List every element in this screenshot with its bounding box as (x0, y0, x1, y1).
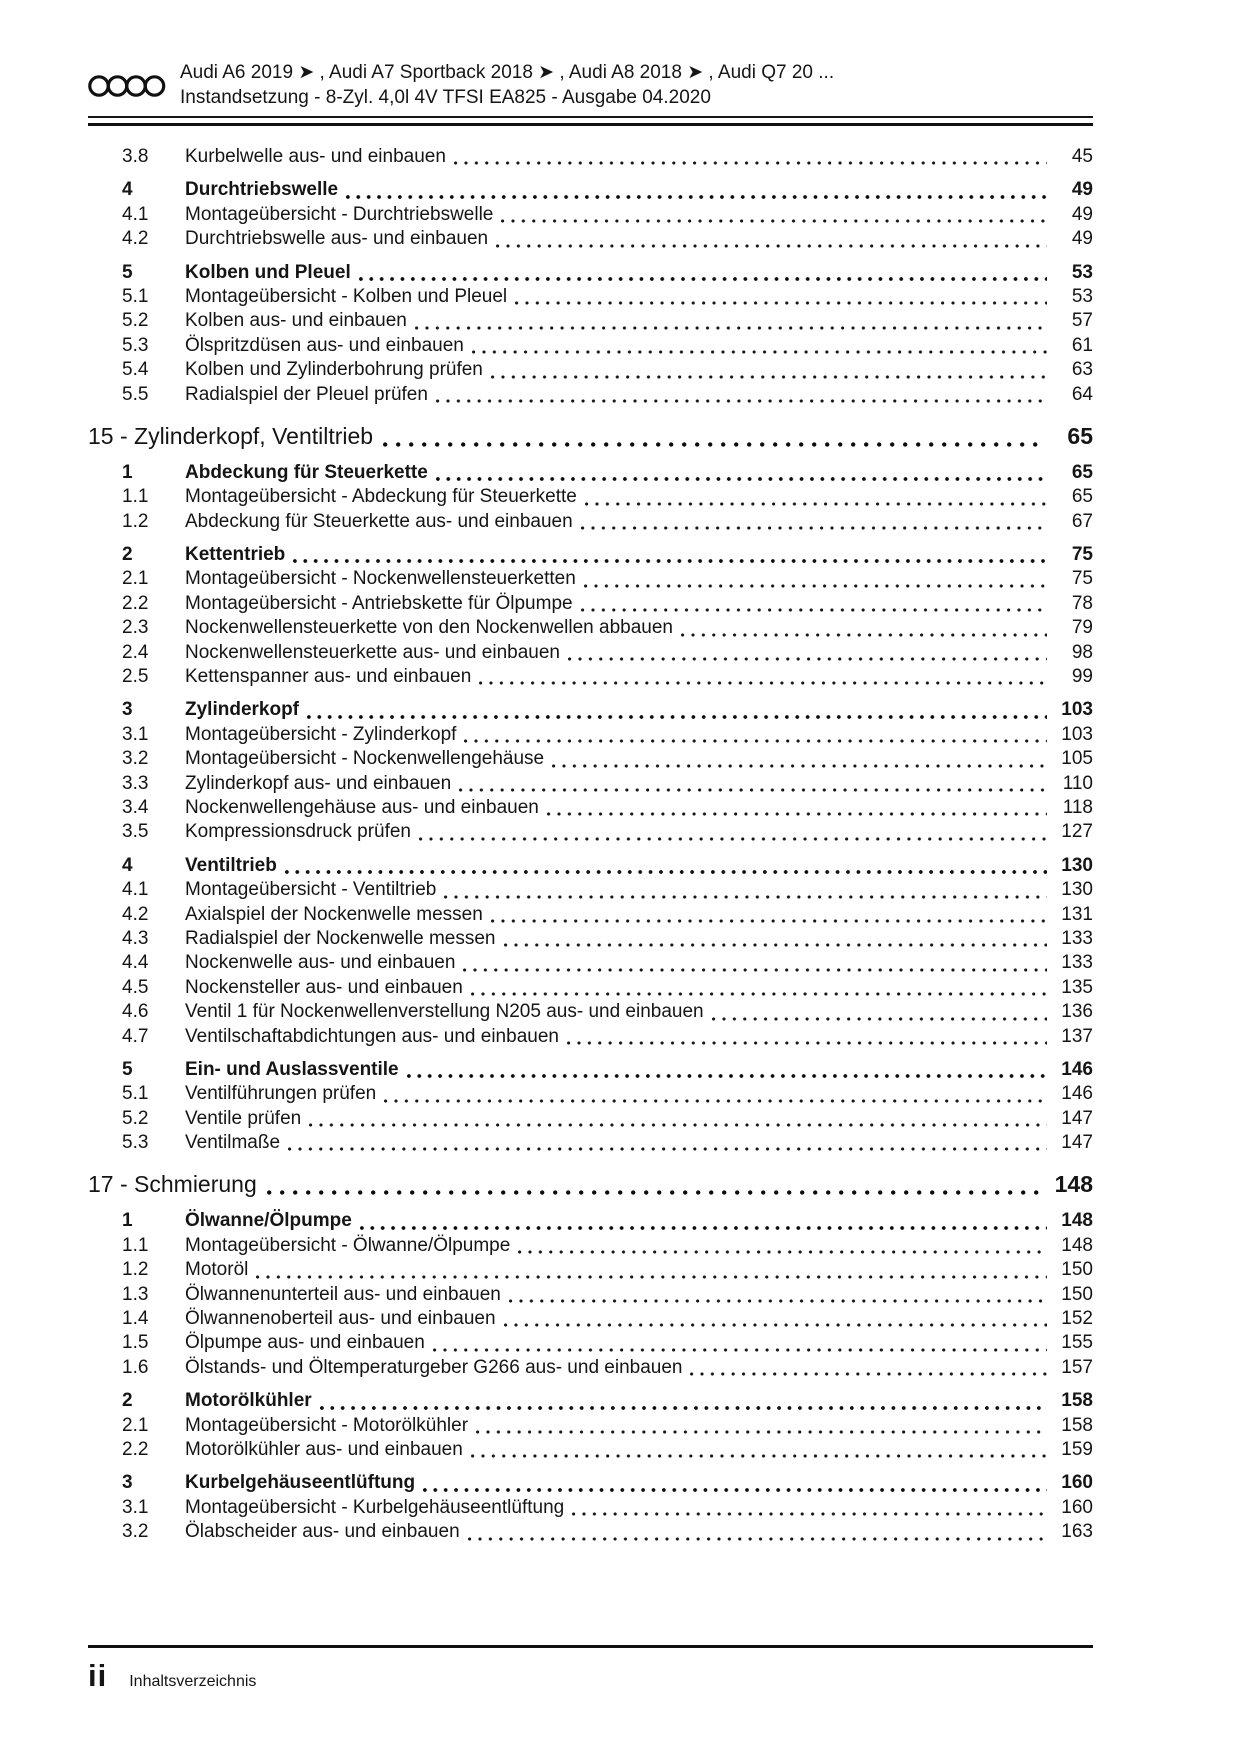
toc-dot-leader (383, 442, 1039, 447)
toc-chapter-page-number: 65 (1067, 422, 1093, 449)
toc-entry-row (88, 593, 1093, 617)
toc-dot-leader (472, 350, 1047, 354)
toc-entry-number: 3.2 (122, 1521, 149, 1543)
toc-entry-page-number: 61 (1071, 334, 1093, 356)
header-rule-top (88, 116, 1093, 118)
toc-entry-page-number: 79 (1071, 617, 1093, 639)
toc-entry-page-number: 150 (1061, 1259, 1093, 1281)
toc-entry-number: 1.2 (122, 510, 149, 532)
toc-dot-leader (547, 812, 1047, 816)
toc-entry-row (88, 1284, 1093, 1308)
toc-entry-page-number: 63 (1071, 359, 1093, 381)
toc-entry-page-number: 45 (1071, 146, 1093, 167)
toc-entry-row (88, 748, 1093, 772)
toc-entry-title: Ventilführungen prüfen (185, 1083, 377, 1105)
toc-entry-title: Motorölkühler aus- und einbauen (185, 1438, 463, 1460)
toc-dot-leader (518, 1250, 1047, 1254)
toc-entry-page-number: 148 (1061, 1210, 1093, 1232)
toc-entry-title: Kettentrieb (185, 544, 286, 566)
toc-entry-row (88, 310, 1093, 334)
toc-entry-title: Radialspiel der Nockenwelle messen (185, 927, 496, 949)
toc-entry-number: 5.1 (122, 1083, 149, 1105)
toc-entry-row (88, 1083, 1093, 1107)
header-subtitle: Instandsetzung - 8-Zyl. 4,0l 4V TFSI EA825 - Ausgabe 04.2020 (180, 87, 711, 108)
toc-entry-row (88, 359, 1093, 383)
toc-entry-number: 1.2 (122, 1259, 149, 1281)
toc-entry-row (88, 855, 1093, 879)
toc-entry-number: 5.4 (122, 359, 149, 381)
toc-entry-row (88, 977, 1093, 1001)
toc-entry-title: Radialspiel der Pleuel prüfen (185, 383, 428, 405)
toc-entry-row (88, 568, 1093, 592)
toc-entry-page-number: 158 (1061, 1390, 1093, 1412)
toc-dot-leader (552, 764, 1047, 768)
toc-entry-row (88, 146, 1093, 170)
toc-entry-number: 3.8 (122, 146, 149, 167)
toc-entry-title: Abdeckung für Steuerkette aus- und einbauen (185, 510, 573, 532)
toc-entry-row (88, 286, 1093, 310)
toc-entry-title: Axialspiel der Nockenwelle messen (185, 903, 483, 925)
toc-entry-row (88, 1259, 1093, 1283)
toc-entry-number: 5.3 (122, 334, 149, 356)
toc-entry-number: 4.1 (122, 879, 149, 901)
toc-dot-leader (436, 399, 1047, 403)
toc-entry-title: Nockenwellensteuerkette von den Nockenwellen abbauen (185, 617, 673, 639)
toc-entry-title: Montageübersicht - Nockenwellengehäuse (185, 748, 545, 770)
toc-dot-leader (384, 1099, 1047, 1103)
toc-entry-page-number: 160 (1061, 1496, 1093, 1518)
toc-entry-row (88, 1521, 1093, 1545)
toc-entry-page-number: 49 (1071, 203, 1093, 225)
toc-entry-title: Montageübersicht - Ölwanne/Ölpumpe (185, 1234, 511, 1256)
toc-dot-leader (444, 895, 1047, 899)
toc-dot-leader (681, 633, 1047, 637)
toc-entry-title: Ventile prüfen (185, 1107, 302, 1129)
toc-entry-row (88, 724, 1093, 748)
toc-entry-page-number: 49 (1071, 228, 1093, 250)
toc-entry-page-number: 158 (1061, 1414, 1093, 1436)
toc-entry-title: Montageübersicht - Antriebskette für Ölpumpe (185, 592, 573, 614)
footer-rule (88, 1645, 1093, 1648)
toc-dot-leader (712, 1017, 1047, 1021)
toc-entry-title: Ölwanne/Ölpumpe (185, 1210, 352, 1232)
toc-dot-leader (581, 526, 1047, 530)
toc-entry-row (88, 952, 1093, 976)
toc-entry-page-number: 146 (1061, 1083, 1093, 1105)
toc-entry-title: Durchtriebswelle (185, 179, 339, 201)
toc-dot-leader (468, 1537, 1047, 1541)
toc-entry-title: Montageübersicht - Kurbelgehäuseentlüftung (185, 1496, 565, 1518)
toc-entry-number: 2 (122, 544, 133, 566)
toc-entry-number: 2.2 (122, 1438, 149, 1460)
toc-dot-leader (293, 559, 1047, 563)
toc-dot-leader (471, 1454, 1047, 1458)
toc-dot-leader (479, 681, 1047, 685)
toc-entry-row (88, 1026, 1093, 1050)
toc-entry-row (88, 1415, 1093, 1439)
toc-dot-leader (491, 375, 1047, 379)
toc-entry-page-number: 163 (1061, 1521, 1093, 1543)
toc-dot-leader (423, 1488, 1047, 1492)
toc-entry-number: 3.1 (122, 723, 149, 745)
toc-dot-leader (504, 943, 1048, 947)
toc-entry-number: 1 (122, 461, 133, 483)
toc-entry-page-number: 133 (1061, 952, 1093, 974)
toc-entry-page-number: 148 (1061, 1234, 1093, 1256)
toc-entry-number: 4.7 (122, 1025, 149, 1047)
toc-entry-number: 2.5 (122, 666, 149, 688)
toc-dot-leader (585, 502, 1047, 506)
toc-entry-number: 3.1 (122, 1496, 149, 1518)
toc-entry-title: Ölpumpe aus- und einbauen (185, 1332, 425, 1354)
toc-entry-title: Ölstands- und Öltemperaturgeber G266 aus- und einbauen (185, 1356, 683, 1378)
toc-entry-row (88, 511, 1093, 535)
toc-entry-number: 1.5 (122, 1332, 149, 1354)
toc-entry-row (88, 384, 1093, 408)
toc-entry-row (88, 1497, 1093, 1521)
toc-entry-title: Nockenwelle aus- und einbauen (185, 952, 456, 974)
toc-entry-page-number: 65 (1071, 486, 1093, 508)
toc-entry-title: Ventilschaftabdichtungen aus- und einbauen (185, 1025, 559, 1047)
toc-entry-number: 5.2 (122, 310, 149, 332)
toc-entry-number: 4.3 (122, 927, 149, 949)
toc-entry-row (88, 1308, 1093, 1332)
toc-entry-number: 1.1 (122, 1234, 149, 1256)
toc-entry-title: Nockenwellensteuerkette aus- und einbauen (185, 641, 560, 663)
toc-entry-title: Kurbelgehäuseentlüftung (185, 1472, 416, 1494)
toc-entry-page-number: 118 (1062, 796, 1093, 818)
toc-entry-page-number: 155 (1061, 1332, 1093, 1354)
toc-entry-number: 5 (122, 1058, 133, 1080)
toc-dot-leader (433, 1348, 1047, 1352)
toc-entry-number: 4.6 (122, 1001, 149, 1023)
toc-entry-number: 5.3 (122, 1132, 149, 1154)
toc-dot-leader (454, 161, 1047, 165)
toc-dot-leader (419, 837, 1047, 841)
toc-entry-title: Kolben aus- und einbauen (185, 310, 407, 332)
toc-entry-row (88, 1001, 1093, 1025)
toc-entry-title: Kolben und Zylinderbohrung prüfen (185, 359, 483, 381)
toc-entry-row (88, 904, 1093, 928)
toc-entry-page-number: 146 (1061, 1058, 1093, 1080)
toc-entry-row (88, 1132, 1093, 1156)
toc-entry-title: Kolben und Pleuel (185, 261, 351, 283)
toc-entry-page-number: 130 (1061, 879, 1093, 901)
toc-dot-leader (690, 1372, 1047, 1376)
toc-entry-page-number: 133 (1061, 927, 1093, 949)
toc-entry-row (88, 228, 1093, 252)
header-model-line: Audi A6 2019 ➤ , Audi A7 Sportback 2018 ➤ , Audi A8 2018 ➤ , Audi Q7 20 ... (180, 62, 835, 83)
toc-entry-number: 2.1 (122, 1414, 149, 1436)
toc-dot-leader (464, 739, 1047, 743)
toc-entry-number: 2.1 (122, 568, 149, 590)
toc-entry-page-number: 157 (1061, 1356, 1093, 1378)
toc-entry-title: Durchtriebswelle aus- und einbauen (185, 228, 489, 250)
toc-entry-title: Montageübersicht - Durchtriebswelle (185, 203, 494, 225)
toc-dot-leader (471, 992, 1047, 996)
toc-entry-row (88, 486, 1093, 510)
toc-entry-row (88, 642, 1093, 666)
toc-chapter-title: 15 - Zylinderkopf, Ventiltrieb (88, 422, 374, 449)
toc-chapter-row (88, 423, 1093, 453)
toc-entry-title: Ventil 1 für Nockenwellenverstellung N205 aus- und einbauen (185, 1001, 704, 1023)
toc-entry-row (88, 617, 1093, 641)
toc-dot-leader (360, 1226, 1047, 1230)
toc-entry-title: Motorölkühler (185, 1390, 312, 1412)
toc-entry-page-number: 160 (1061, 1472, 1093, 1494)
toc-entry-title: Ölwannenunterteil aus- und einbauen (185, 1283, 501, 1305)
toc-dot-leader (320, 1406, 1047, 1410)
toc-entry-page-number: 53 (1071, 285, 1093, 307)
toc-entry-row (88, 821, 1093, 845)
toc-entry-row (88, 1472, 1093, 1496)
toc-entry-number: 3.2 (122, 748, 149, 770)
toc-entry-page-number: 103 (1061, 699, 1093, 721)
toc-entry-row (88, 666, 1093, 690)
toc-dot-leader (359, 277, 1047, 281)
toc-entry-number: 4 (122, 179, 133, 201)
toc-dot-leader (496, 244, 1047, 248)
toc-dot-leader (415, 326, 1047, 330)
toc-entry-title: Nockensteller aus- und einbauen (185, 976, 463, 998)
toc-entry-number: 1.1 (122, 486, 149, 508)
toc-entry-number: 3 (122, 699, 133, 721)
toc-entry-page-number: 131 (1061, 903, 1093, 925)
toc-entry-number: 3.4 (122, 796, 149, 818)
toc-entry-page-number: 53 (1071, 261, 1093, 283)
toc-dot-leader (509, 1299, 1047, 1303)
toc-entry-title: Montageübersicht - Ventiltrieb (185, 879, 437, 901)
toc-dot-leader (568, 657, 1047, 661)
toc-entry-title: Kurbelwelle aus- und einbauen (185, 146, 446, 167)
toc-entry-number: 4 (122, 854, 133, 876)
toc-entry-page-number: 147 (1061, 1107, 1093, 1129)
toc-entry-page-number: 150 (1061, 1283, 1093, 1305)
toc-entry-title: Nockenwellengehäuse aus- und einbauen (185, 796, 539, 818)
toc-entry-number: 4.1 (122, 203, 149, 225)
toc-entry-number: 3.5 (122, 821, 149, 843)
toc-entry-row (88, 1059, 1093, 1083)
toc-entry-number: 1.3 (122, 1283, 149, 1305)
toc-entry-number: 4.2 (122, 903, 149, 925)
toc-entry-number: 5.2 (122, 1107, 149, 1129)
toc-entry-title: Montageübersicht - Motorölkühler (185, 1414, 469, 1436)
toc-entry-number: 4.5 (122, 976, 149, 998)
toc-entry-page-number: 152 (1061, 1308, 1093, 1330)
toc-entry-number: 5.5 (122, 383, 149, 405)
toc-entry-title: Montageübersicht - Nockenwellensteuerketten (185, 568, 576, 590)
toc-entry-page-number: 159 (1061, 1438, 1093, 1460)
toc-entry-number: 2.3 (122, 617, 149, 639)
toc-entry-number: 5 (122, 261, 133, 283)
toc-entry-title: Ölspritzdüsen aus- und einbauen (185, 334, 464, 356)
toc-entry-page-number: 110 (1062, 772, 1093, 794)
toc-entry-page-number: 49 (1071, 179, 1093, 201)
toc-entry-title: Montageübersicht - Abdeckung für Steuerkette (185, 486, 577, 508)
toc-entry-title: Ein- und Auslassventile (185, 1058, 399, 1080)
toc-dot-leader (515, 301, 1047, 305)
toc-entry-number: 2.2 (122, 592, 149, 614)
toc-entry-row (88, 1210, 1093, 1234)
toc-dot-leader (309, 1123, 1047, 1127)
toc-entry-number: 1.6 (122, 1356, 149, 1378)
toc-entry-number: 4.2 (122, 228, 149, 250)
toc-entry-page-number: 65 (1071, 461, 1093, 483)
toc-entry-row (88, 773, 1093, 797)
toc-entry-number: 3.3 (122, 772, 149, 794)
toc-entry-number: 5.1 (122, 285, 149, 307)
toc-entry-row (88, 699, 1093, 723)
toc-entry-row (88, 1357, 1093, 1381)
toc-dot-leader (476, 1430, 1047, 1434)
page-header (88, 60, 1093, 110)
toc-dot-leader (285, 870, 1047, 874)
toc-entry-title: Ölwannenoberteil aus- und einbauen (185, 1308, 496, 1330)
toc-entry-row (88, 544, 1093, 568)
toc-entry-page-number: 136 (1061, 1001, 1093, 1023)
header-text-block (180, 60, 834, 110)
toc-dot-leader (307, 715, 1047, 719)
toc-dot-leader (407, 1074, 1047, 1078)
toc-entry-number: 3 (122, 1472, 133, 1494)
toc-entry-number: 1 (122, 1210, 133, 1232)
footer-section-label: Inhaltsverzeichnis (129, 1673, 257, 1690)
toc-entry-title: Kettenspanner aus- und einbauen (185, 666, 472, 688)
toc-entry-row (88, 928, 1093, 952)
toc-dot-leader (346, 195, 1047, 199)
toc-entry-page-number: 147 (1061, 1132, 1093, 1154)
toc-dot-leader (501, 219, 1047, 223)
toc-entry-row (88, 797, 1093, 821)
toc-entry-title: Abdeckung für Steuerkette (185, 461, 428, 483)
toc-entry-number: 1.4 (122, 1308, 149, 1330)
toc-entry-row (88, 204, 1093, 228)
header-rule-bottom (88, 123, 1093, 126)
toc-entry-row (88, 179, 1093, 203)
toc-dot-leader (463, 968, 1047, 972)
toc-entry-number: 4.4 (122, 952, 149, 974)
toc-entry-page-number: 137 (1061, 1025, 1093, 1047)
toc-entry-row (88, 1235, 1093, 1259)
toc-entry-page-number: 75 (1071, 568, 1093, 590)
page-footer (88, 1658, 256, 1694)
toc-dot-leader (436, 477, 1047, 481)
toc-entry-page-number: 99 (1071, 666, 1093, 688)
toc-chapter-title: 17 - Schmierung (88, 1171, 257, 1198)
toc-dot-leader (567, 1041, 1047, 1045)
toc-chapter-row (88, 1171, 1093, 1201)
toc-dot-leader (584, 584, 1047, 588)
toc-dot-leader (581, 608, 1047, 612)
toc (88, 146, 1093, 1546)
toc-entry-page-number: 75 (1071, 544, 1093, 566)
toc-entry-row (88, 335, 1093, 359)
toc-entry-page-number: 103 (1061, 723, 1093, 745)
toc-dot-leader (267, 1190, 1039, 1195)
toc-dot-leader (459, 788, 1047, 792)
toc-entry-title: Kompressionsdruck prüfen (185, 821, 411, 843)
toc-entry-number: 2 (122, 1390, 133, 1412)
toc-dot-leader (256, 1275, 1047, 1279)
toc-entry-page-number: 130 (1061, 854, 1093, 876)
toc-dot-leader (504, 1323, 1047, 1327)
toc-entry-row (88, 879, 1093, 903)
toc-entry-row (88, 1332, 1093, 1356)
toc-entry-page-number: 135 (1061, 976, 1093, 998)
toc-entry-title: Zylinderkopf aus- und einbauen (185, 772, 452, 794)
toc-entry-title: Montageübersicht - Kolben und Pleuel (185, 285, 508, 307)
toc-entry-title: Montageübersicht - Zylinderkopf (185, 723, 457, 745)
toc-dot-leader (491, 919, 1047, 923)
toc-entry-row (88, 1439, 1093, 1463)
toc-entry-page-number: 78 (1071, 592, 1093, 614)
toc-entry-title: Zylinderkopf (185, 699, 300, 721)
toc-dot-leader (288, 1147, 1047, 1151)
toc-entry-title: Ventilmaße (185, 1132, 281, 1154)
toc-entry-page-number: 98 (1071, 641, 1093, 663)
toc-entry-number: 2.4 (122, 641, 149, 663)
toc-entry-page-number: 57 (1071, 310, 1093, 332)
toc-entry-title: Motoröl (185, 1259, 249, 1281)
toc-entry-page-number: 64 (1071, 383, 1093, 405)
audi-rings-icon (88, 72, 166, 105)
toc-entry-row (88, 1390, 1093, 1414)
toc-entry-row (88, 262, 1093, 286)
toc-entry-row (88, 462, 1093, 486)
toc-chapter-page-number: 148 (1054, 1171, 1093, 1198)
toc-entry-page-number: 105 (1061, 748, 1093, 770)
toc-entry-page-number: 67 (1071, 510, 1093, 532)
toc-entry-title: Ventiltrieb (185, 854, 277, 876)
toc-entry-row (88, 1108, 1093, 1132)
toc-dot-leader (572, 1512, 1047, 1516)
toc-entry-title: Ölabscheider aus- und einbauen (185, 1521, 460, 1543)
footer-page-label: ii (88, 1658, 108, 1693)
toc-entry-page-number: 127 (1061, 821, 1093, 843)
